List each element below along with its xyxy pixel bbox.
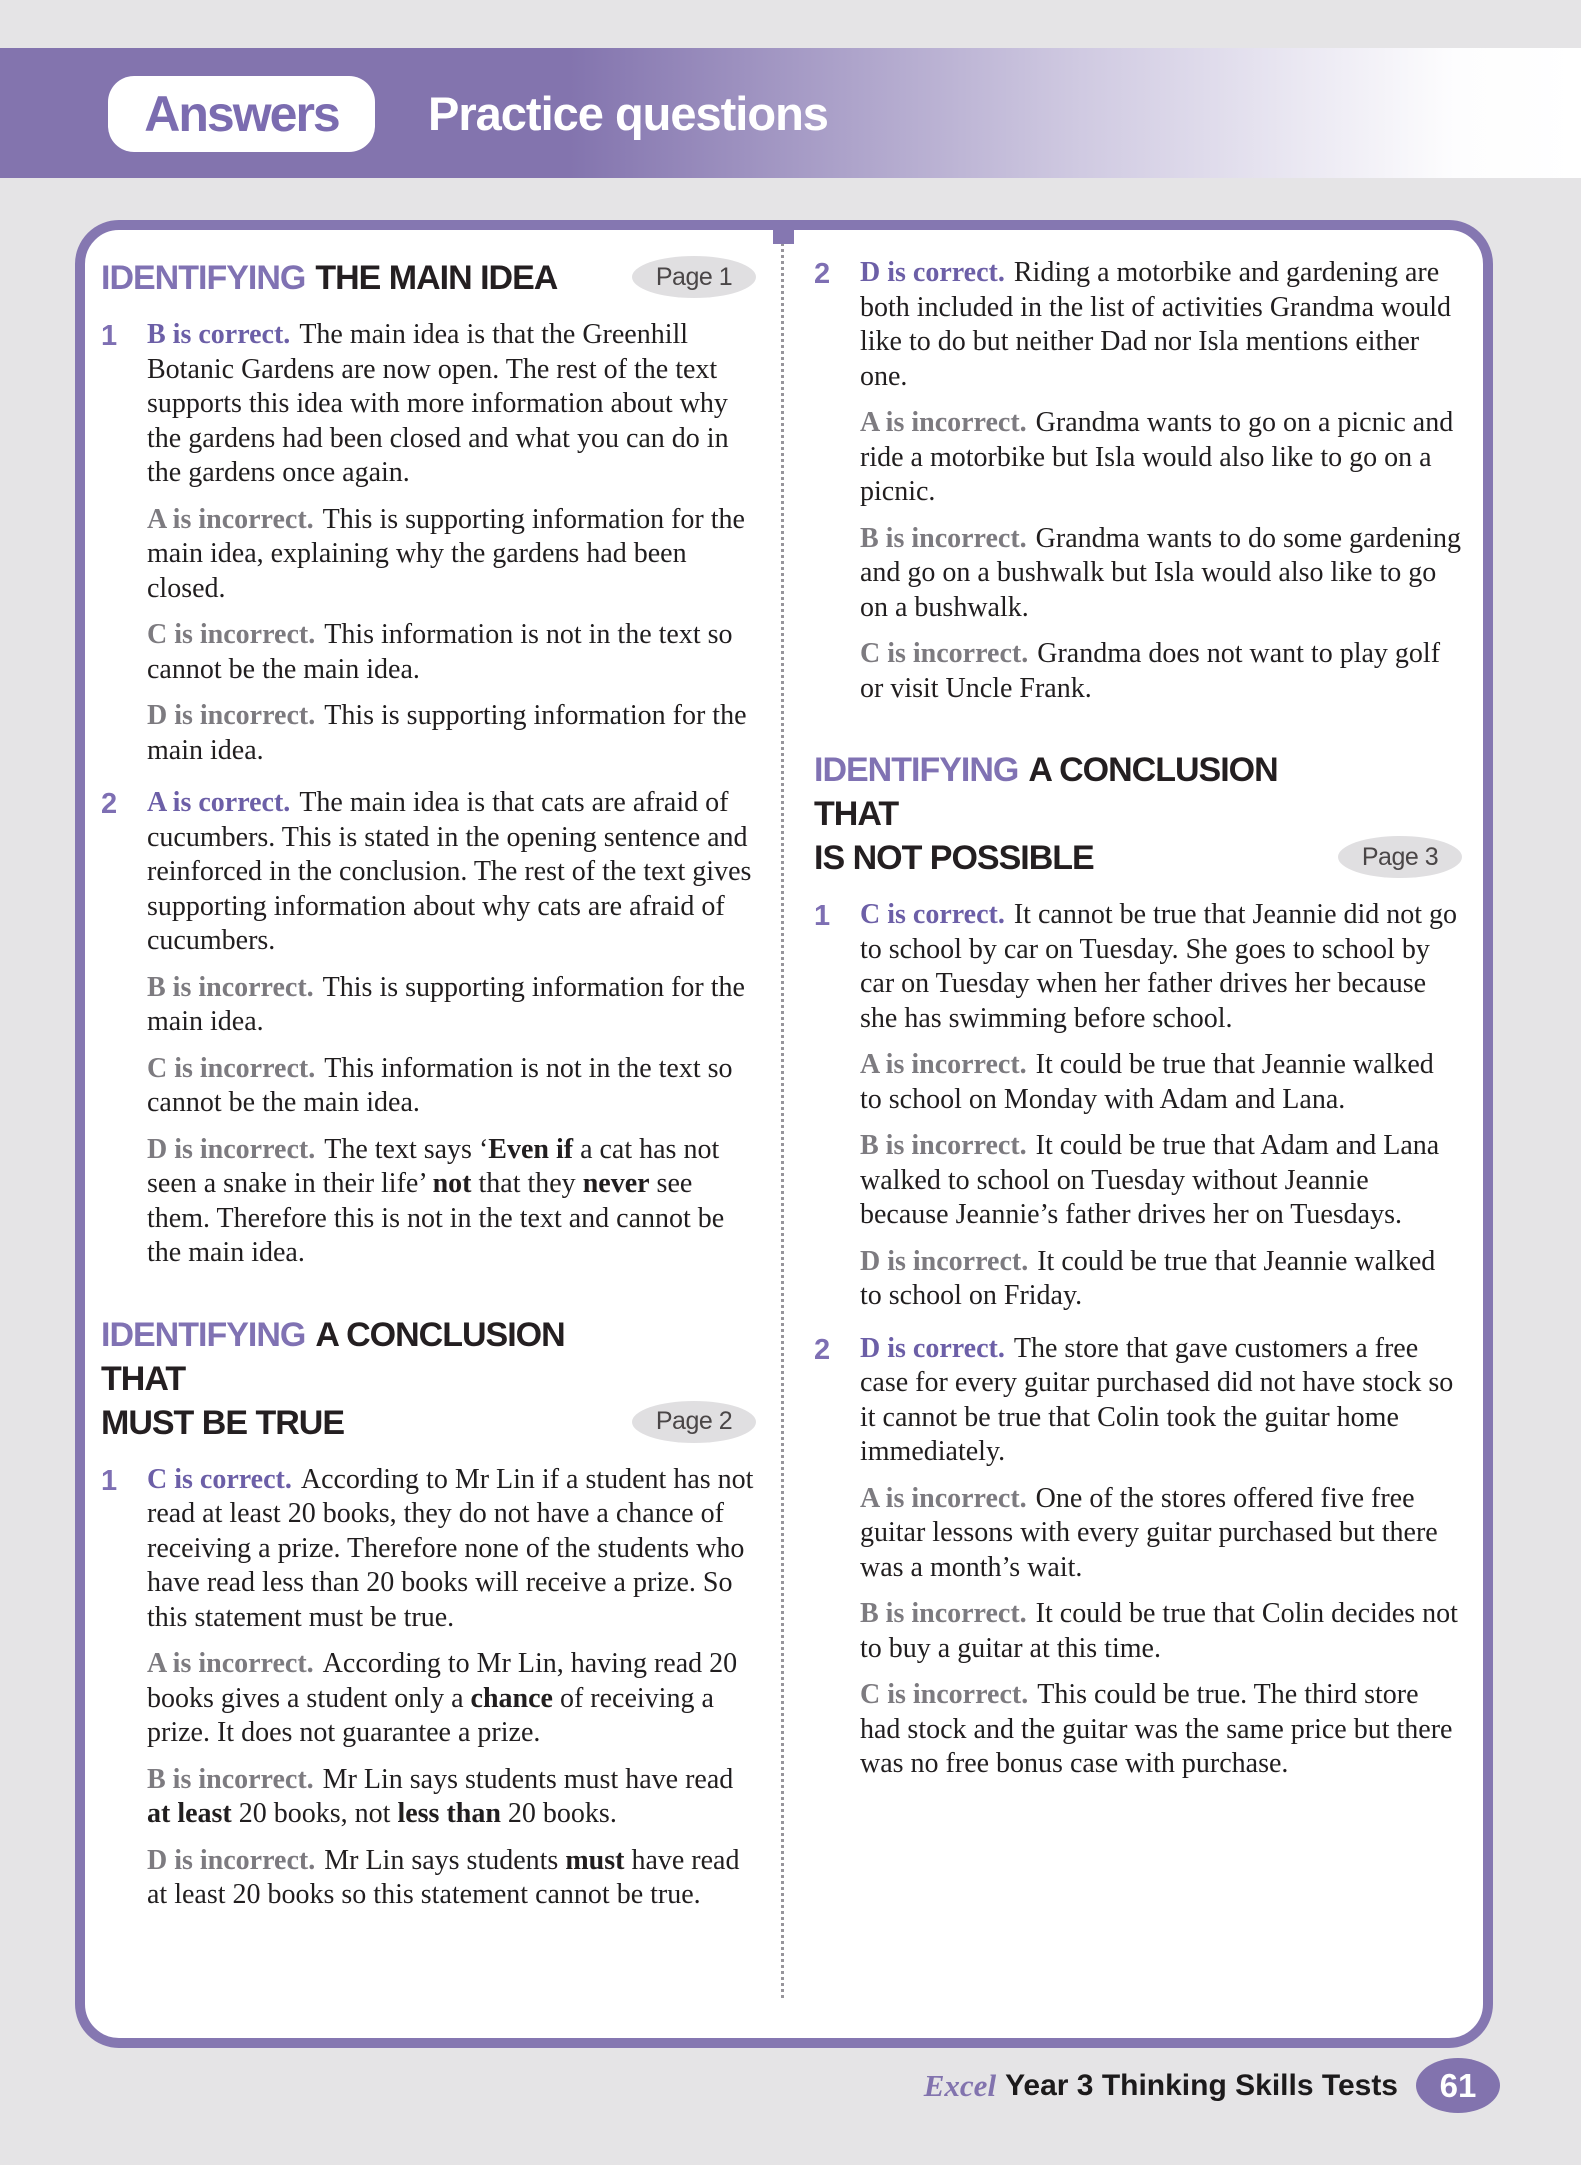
answer-text-run: The main idea is that cats are afraid of cucumbers. This is stated in the opening sentence and reinforced in the conclusion. The rest of the text gives supporting information about why cats are afraid of cucumbers. <box>147 787 752 956</box>
answer-paragraph <box>147 318 756 491</box>
answer-paragraph <box>147 503 756 607</box>
item-number: 1 <box>101 320 118 352</box>
page-badge: Page 1 <box>632 256 756 298</box>
answer-lead: A is correct. <box>147 787 291 818</box>
answers-tab <box>108 76 375 152</box>
answer-text-run: see them. Therefore this is not in the text and cannot be the main idea. <box>147 1168 725 1268</box>
section-prefix: IDENTIFYING <box>814 751 1019 789</box>
answer-text-run: Mr Lin says students <box>324 1844 566 1876</box>
section-heading-line1 <box>814 748 1338 836</box>
answer-text-run: It could be true that Jeannie walked to school on Friday. <box>860 1245 1436 1311</box>
left-column <box>85 230 782 1931</box>
answer-text-run: One of the stores offered five free guitar lessons with every guitar purchased but there was a month’s wait. <box>860 1482 1438 1583</box>
answer-lead: D is correct. <box>860 257 1005 288</box>
answer-text-run: Grandma does not want to play golf or visit Uncle Frank. <box>860 638 1441 704</box>
answer-item <box>101 318 756 780</box>
answer-item <box>814 1332 1462 1794</box>
answer-text-run: This is supporting information for the main idea. <box>147 971 745 1037</box>
answer-text-run: that they <box>471 1168 583 1199</box>
answer-text-run: have read at least 20 books so this statement cannot be true. <box>147 1844 740 1910</box>
answer-text-run: The main idea is that the Greenhill Botanic Gardens are now open. The rest of the text supports this idea with more information about why the gardens had been closed and what you can do in the gardens once again. <box>147 319 729 488</box>
answer-paragraph <box>147 786 756 959</box>
item-body <box>147 786 756 1283</box>
answer-paragraph <box>147 1763 756 1832</box>
answer-lead: D is incorrect. <box>147 1133 316 1165</box>
answer-lead: C is incorrect. <box>860 1679 1029 1710</box>
answer-paragraph <box>860 406 1462 510</box>
section-prefix: IDENTIFYING <box>101 259 306 297</box>
answer-paragraph <box>860 1482 1462 1586</box>
answer-lead: C is incorrect. <box>147 619 316 650</box>
answers-tab-label: Answers <box>144 86 339 142</box>
answer-text-run: This is supporting information for the main idea, explaining why the gardens had been closed. <box>147 503 745 604</box>
item-number: 2 <box>101 788 118 820</box>
answer-text-run: The text says ‘ <box>324 1133 489 1165</box>
answer-lead: D is incorrect. <box>147 700 316 731</box>
item-body <box>860 1332 1462 1794</box>
section-title-line2: MUST BE TRUE <box>101 1403 344 1442</box>
section-prefix: IDENTIFYING <box>101 1315 306 1354</box>
answer-lead: C is incorrect. <box>860 638 1029 669</box>
page-badge: Page 2 <box>632 1401 756 1443</box>
answer-lead: A is incorrect. <box>147 503 314 535</box>
answer-lead: B is correct. <box>147 319 291 350</box>
answer-paragraph <box>147 1844 756 1913</box>
answer-paragraph <box>860 1048 1462 1117</box>
section-heading-text <box>101 256 632 300</box>
answer-text-run: Grandma wants to go on a picnic and ride a motorbike but Isla would also like to go on a picnic. <box>860 407 1454 507</box>
answer-text-bold: at least <box>147 1798 232 1829</box>
section-heading-line1 <box>101 1313 632 1401</box>
item-body <box>860 256 1462 718</box>
answer-text-bold: never <box>582 1168 650 1199</box>
answer-text-bold: Even if <box>488 1133 574 1165</box>
answer-paragraph <box>147 618 756 687</box>
answer-paragraph <box>147 1052 756 1121</box>
answer-lead: B is incorrect. <box>147 971 314 1003</box>
answer-text-run: Riding a motorbike and gardening are both included in the list of activities Grandma would like to do but neither Dad nor Isla mentions either one. <box>860 257 1451 392</box>
answer-text-run: It could be true that Jeannie walked to school on Monday with Adam and Lana. <box>860 1049 1434 1115</box>
answer-paragraph <box>147 699 756 768</box>
section-heading <box>101 256 756 300</box>
footer-title: Year 3 Thinking Skills Tests <box>1005 2068 1398 2102</box>
section-heading-text <box>101 1313 632 1445</box>
answer-text-run: of receiving a prize. It does not guarantee a prize. <box>147 1682 714 1748</box>
item-body <box>147 1463 756 1925</box>
answer-text-run: 20 books, not <box>231 1798 398 1829</box>
answer-lead: D is incorrect. <box>860 1245 1029 1277</box>
footer <box>924 2058 1500 2113</box>
answer-item <box>101 786 756 1283</box>
section-heading <box>814 748 1462 880</box>
item-number: 2 <box>814 1333 831 1366</box>
header-band <box>0 48 1581 178</box>
answer-text-run: a cat has not seen a snake in their life’ <box>147 1133 720 1199</box>
page-number-badge: 61 <box>1416 2058 1500 2113</box>
page-title: Practice questions <box>428 86 828 140</box>
answer-text-run: It cannot be true that Jeannie did not go to school by car on Tuesday. She goes to school by car on Tuesday when her father drives her because she has swimming before school. <box>860 899 1458 1034</box>
item-body <box>147 318 756 780</box>
answer-lead: B is incorrect. <box>860 522 1027 554</box>
section-title: THE MAIN IDEA <box>315 259 558 297</box>
right-column <box>784 230 1484 1800</box>
answer-paragraph <box>860 1678 1462 1782</box>
answer-paragraph <box>860 637 1462 706</box>
section-heading-text <box>814 748 1338 880</box>
answer-item <box>101 1463 756 1925</box>
brand-excel: Excel <box>923 2067 997 2103</box>
answer-lead: C is incorrect. <box>147 1052 316 1084</box>
answer-paragraph <box>860 1597 1462 1666</box>
content-box <box>75 220 1493 2048</box>
answer-text-bold: not <box>432 1168 472 1199</box>
answer-paragraph <box>860 1332 1462 1470</box>
answer-text-run: According to Mr Lin if a student has not read at least 20 books, they do not have a chance of receiving a prize. Therefore none of the students who have read less than 20 books will receive a prize. So this statement must be true. <box>147 1463 754 1633</box>
item-number: 1 <box>814 900 831 932</box>
answer-text-run: This is supporting information for the main idea. <box>147 700 747 766</box>
answer-text-run: This could be true. The third store had stock and the guitar was the same price but there was no free bonus case with purchase. <box>860 1679 1453 1779</box>
answer-lead: B is incorrect. <box>147 1763 314 1795</box>
answer-text-run: It could be true that Colin decides not to buy a guitar at this time. <box>860 1598 1458 1664</box>
answer-text-run: The store that gave customers a free case for every guitar purchased did not have stock so it cannot be true that Colin took the guitar home immediately. <box>860 1332 1454 1467</box>
answer-text-run: This information is not in the text so cannot be the main idea. <box>147 619 733 685</box>
answer-item <box>814 256 1462 718</box>
answer-text-run: This information is not in the text so cannot be the main idea. <box>147 1052 733 1118</box>
section-title: A CONCLUSION THAT <box>814 751 1278 833</box>
answer-lead: A is incorrect. <box>860 1049 1027 1080</box>
answer-paragraph <box>860 1245 1462 1314</box>
answer-paragraph <box>147 1647 756 1751</box>
page-badge: Page 3 <box>1338 836 1462 878</box>
answer-item <box>814 898 1462 1326</box>
answer-paragraph <box>147 1133 756 1271</box>
answer-text-bold: must <box>565 1844 625 1876</box>
answer-lead: C is correct. <box>147 1463 292 1495</box>
section-heading-line1 <box>101 256 632 300</box>
answer-lead: D is correct. <box>860 1332 1005 1364</box>
answer-lead: A is incorrect. <box>147 1648 314 1679</box>
section-title: A CONCLUSION THAT <box>101 1315 565 1398</box>
item-body <box>860 898 1462 1326</box>
section-heading <box>101 1313 756 1445</box>
answer-text-run: 20 books. <box>500 1798 617 1829</box>
answer-text-bold: chance <box>470 1682 553 1714</box>
answer-lead: D is incorrect. <box>147 1844 316 1876</box>
answer-lead: A is incorrect. <box>860 407 1027 438</box>
answer-paragraph <box>860 1129 1462 1233</box>
answer-text-run: According to Mr Lin, having read 20 books gives a student only a <box>147 1648 738 1714</box>
answer-text-run: It could be true that Adam and Lana walked to school on Tuesday without Jeannie because Jeannie’s father drives her on Tuesdays. <box>860 1130 1440 1230</box>
answer-lead: C is correct. <box>860 899 1005 930</box>
section-title-line2: IS NOT POSSIBLE <box>814 839 1094 877</box>
answer-lead: A is incorrect. <box>860 1482 1027 1514</box>
answer-paragraph <box>147 1463 756 1636</box>
answer-paragraph <box>860 256 1462 394</box>
item-number: 2 <box>814 258 831 290</box>
answer-text-run: Mr Lin says students must have read <box>322 1763 734 1795</box>
answer-lead: B is incorrect. <box>860 1130 1027 1161</box>
answer-text-run: Grandma wants to do some gardening and go on a bushwalk but Isla would also like to go on a bushwalk. <box>860 522 1462 623</box>
item-number: 1 <box>101 1464 118 1497</box>
answer-paragraph <box>860 522 1462 626</box>
answer-paragraph <box>860 898 1462 1036</box>
answer-paragraph <box>147 971 756 1040</box>
answer-lead: B is incorrect. <box>860 1598 1027 1629</box>
answer-text-bold: less than <box>397 1798 501 1829</box>
